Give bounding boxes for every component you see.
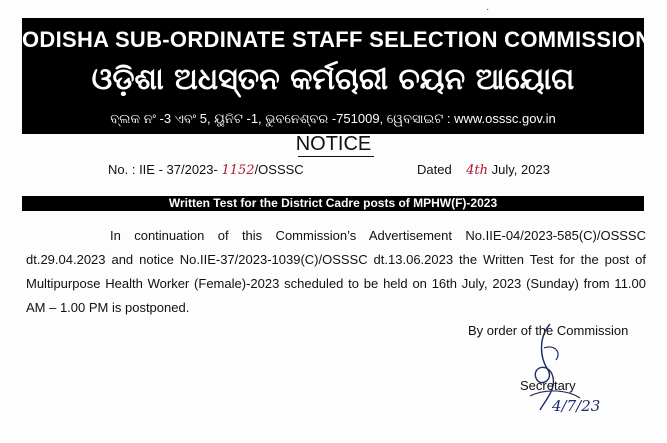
date-month-year: July, 2023	[491, 162, 550, 177]
body-paragraph: In continuation of this Commission’s Advertisement No.IIE-04/2023-585(C)/OSSSC dt.29.04.2023 and notice No.IIE-37/2023-1039(C)/OSSSC dt.13.06.2023 the Written Test for the post of Multipurpose Health Worker (Female)-2023 scheduled to be held on 16th July, 2023 (Sunday) from 11.00 AM – 1.00 PM is postponed.	[26, 228, 646, 315]
dated-label: Dated	[417, 162, 452, 177]
notice-body	[26, 224, 646, 320]
letterhead	[22, 18, 652, 134]
org-address: ବ୍ଲକ ନଂ -3 ଏବଂ 5, ୟୁନିଟ -1, ଭୁବନେଶ୍ବର -751009, ୱେବସାଇଟ : www.osssc.gov.in	[110, 111, 556, 126]
org-name-odia: ଓଡ଼ିଶା ଅଧସ୍ତନ କର୍ମଚାରୀ ଚୟନ ଆୟୋଗ	[91, 62, 575, 97]
page-mark: ·	[486, 4, 490, 15]
signature-date: 4/7/23	[552, 397, 601, 415]
notice-date	[417, 162, 550, 178]
ref-suffix: /OSSSC	[254, 162, 304, 177]
title-underline	[298, 156, 374, 157]
notice-title: NOTICE	[295, 133, 372, 155]
ref-handwritten-number: 1152	[221, 163, 255, 178]
date-handwritten-day: 4th	[466, 163, 489, 178]
subject-banner: Written Test for the District Cadre posts of MPHW(F)-2023	[22, 196, 644, 211]
reference-number	[108, 162, 304, 178]
org-name-english: ODISHA SUB-ORDINATE STAFF SELECTION COMMISSION	[22, 27, 652, 52]
signatory-designation: Secretary	[520, 378, 576, 393]
ref-prefix: No. : IIE - 37/2023-	[108, 162, 218, 177]
signature-order-line: By order of the Commission	[468, 323, 629, 338]
